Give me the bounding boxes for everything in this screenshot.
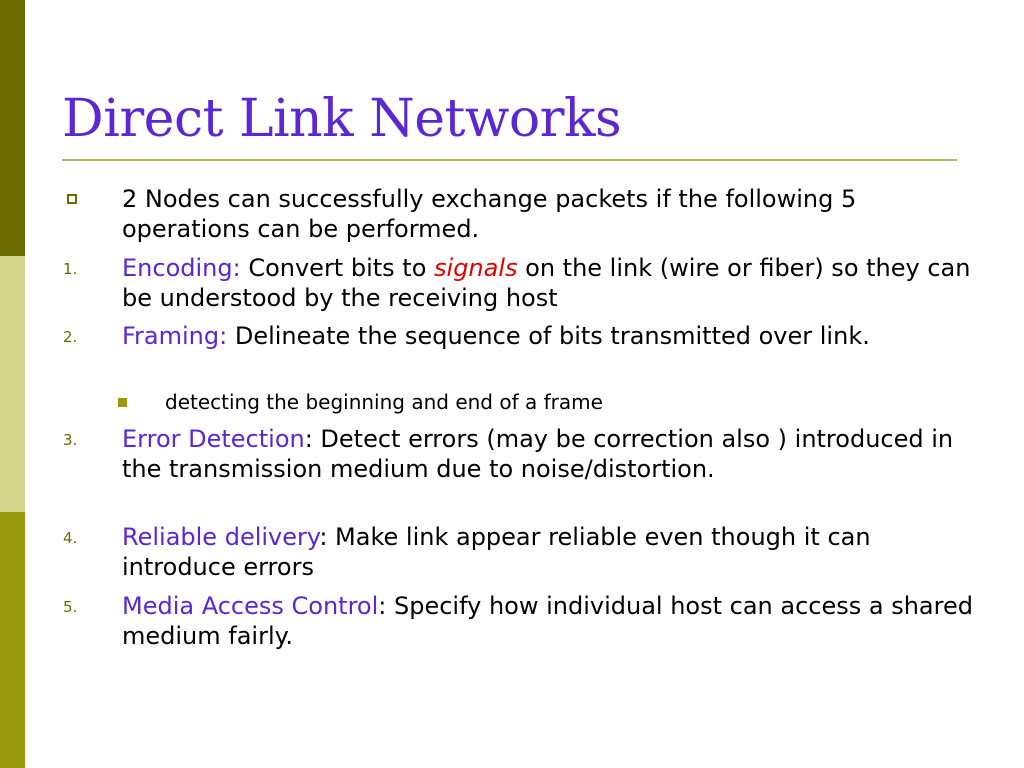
filled-square-bullet-icon (118, 398, 127, 407)
sidebar-band-top (0, 0, 25, 256)
item-term: Encoding: (122, 254, 241, 282)
item-text: Delineate the sequence of bits transmitted over link. (227, 322, 870, 350)
list-item-reliable-delivery (122, 522, 982, 582)
item-term: Media Access Control (122, 592, 379, 620)
item-text: on the link (wire or fiber) so they can be understood by the receiving host (122, 254, 971, 312)
square-bullet-icon (67, 194, 77, 204)
item-text: Convert bits to (240, 254, 435, 282)
item-term: Reliable delivery (122, 523, 320, 551)
item-number: 3. (63, 431, 78, 449)
title-divider (62, 159, 957, 161)
sidebar-band-middle (0, 256, 25, 512)
item-text: : Make link appear reliable even though it can introduce errors (122, 523, 871, 581)
sidebar-band-bottom (0, 512, 25, 768)
item-text: : Detect errors (may be correction also ) introduced in the transmission medium due to noise/distortion. (122, 425, 954, 483)
item-number: 5. (63, 598, 78, 616)
item-emphasis: signals (434, 254, 518, 282)
list-item-media-access-control (122, 591, 982, 651)
list-item-error-detection (122, 424, 982, 484)
item-number: 1. (63, 260, 78, 278)
item-number: 4. (63, 529, 78, 547)
list-item-framing (122, 321, 982, 351)
list-item-encoding (122, 253, 982, 313)
sub-list-item: detecting the beginning and end of a frame (165, 390, 603, 414)
item-term: Framing: (122, 322, 228, 350)
intro-bullet: 2 Nodes can successfully exchange packets if the following 5 operations can be performed. (122, 185, 857, 243)
item-text: : Specify how individual host can access a shared medium fairly. (122, 592, 973, 650)
slide-title: Direct Link Networks (62, 89, 622, 149)
item-term: Error Detection (122, 425, 305, 453)
item-number: 2. (63, 328, 78, 346)
